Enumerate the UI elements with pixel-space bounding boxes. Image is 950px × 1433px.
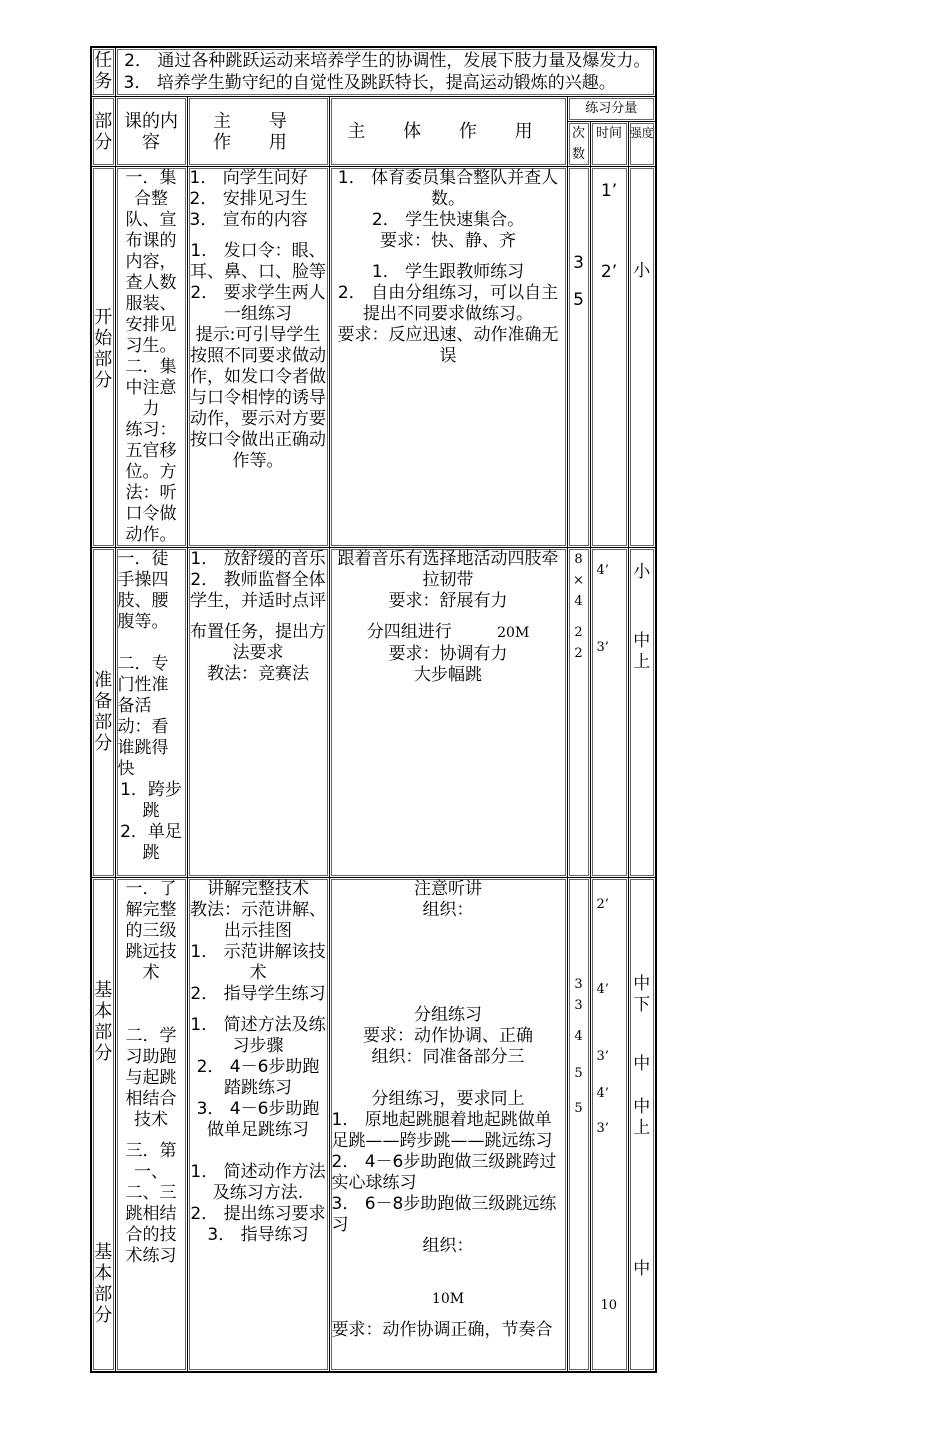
intensity-value: 中 — [633, 1054, 651, 1074]
count-value: 5 — [574, 1101, 583, 1116]
time-value: 2’ — [600, 262, 618, 282]
header-content: 课的内容 — [115, 97, 187, 167]
subject-item: 跟着音乐有选择地活动四肢牵拉韧带 — [337, 549, 559, 590]
section-prepare — [91, 548, 656, 878]
count-value: 2 — [574, 625, 583, 640]
subject-item: 2． 学生快速集合。 — [371, 210, 525, 230]
section-basic — [91, 878, 656, 1372]
section-lead — [187, 548, 329, 878]
intensity-value: 小 — [633, 562, 651, 582]
section-lead — [187, 878, 329, 1372]
subject-item: 组织： — [422, 900, 474, 920]
time-value: 1’ — [600, 181, 618, 201]
lead-item: 1． 简述动作方法及练习方法. — [190, 1162, 326, 1203]
distance-label: 20M — [497, 625, 530, 641]
content-item: 三．第一、二、三跳相结合的技术练习 — [125, 1141, 177, 1266]
content-item: 一．集合整队、宣布课的内容，查人数服装、安排见习生。 — [125, 168, 177, 356]
lead-item: 提示:可引导学生按照不同要求做动作，如发口令者做与口令相悖的诱导动作，要示对方要按口令做出正确动作等。 — [190, 325, 326, 471]
spacer — [593, 202, 626, 262]
subject-item: 分组练习 — [414, 1005, 482, 1025]
spacer — [568, 1084, 590, 1098]
subject-item: 要求：反应迅速、动作准确无误 — [337, 325, 559, 366]
spacer — [597, 1104, 626, 1118]
spacer — [597, 1000, 626, 1046]
section-time — [590, 548, 628, 878]
section-part-label-group — [91, 878, 115, 1372]
count-value: 8×4 — [573, 552, 584, 609]
subject-item: 3． 6－8步助跑做三级跳远练习 — [331, 1194, 557, 1235]
lead-item: 3． 4－6步助跑做单足跳练习 — [196, 1099, 320, 1140]
time-value: 4’ — [596, 982, 609, 997]
subject-item: 要求：协调有力 — [388, 644, 508, 664]
count-value: 5 — [573, 290, 584, 310]
task-row — [91, 47, 656, 97]
task-line-2: 2． 通过各种跳跃运动来培养学生的协调性，发展下肢力量及爆发力。 — [124, 51, 651, 71]
spacer — [332, 1257, 565, 1289]
task-label: 任务 — [91, 47, 115, 97]
spacer — [94, 1064, 113, 1242]
lesson-plan-table — [90, 46, 657, 1373]
section-intensity — [628, 167, 656, 548]
subject-item: 要求：舒展有力 — [388, 591, 508, 611]
spacer — [631, 1075, 654, 1097]
content-item: 二．集中注意力 — [125, 357, 177, 419]
subject-item: 大步幅跳 — [414, 665, 482, 685]
section-part-label: 基本部分 — [94, 980, 113, 1064]
section-part-label: 准备部分 — [91, 548, 115, 878]
spacer — [631, 583, 654, 631]
section-lead — [187, 167, 329, 548]
lead-item: 1． 示范讲解该技术 — [190, 942, 326, 983]
spacer — [332, 1068, 565, 1089]
section-part-label: 开始部分 — [91, 167, 115, 548]
header-time: 时间 — [590, 122, 628, 167]
header-count: 次数 — [567, 122, 590, 167]
section-intensity — [628, 878, 656, 1372]
subject-item: 2． 自由分组练习，可以自主提出不同要求做练习。 — [337, 283, 559, 324]
subject-item: 1． 学生跟教师练习 — [371, 262, 525, 282]
lead-item: 1． 放舒缓的音乐 — [190, 549, 326, 569]
section-subject — [329, 548, 567, 878]
header-part: 部分 — [91, 97, 115, 167]
intensity-value: 中上 — [633, 1097, 651, 1138]
section-subject — [329, 878, 567, 1372]
lead-item: 1． 向学生问好 — [189, 168, 308, 188]
spacer — [332, 252, 565, 262]
section-count — [567, 548, 590, 878]
spacer — [631, 1139, 654, 1259]
time-value: 3’ — [596, 1049, 609, 1064]
count-value: 4 — [574, 1029, 583, 1044]
spacer — [190, 1005, 327, 1015]
spacer — [597, 1067, 626, 1083]
lead-item: 教法：竞赛法 — [207, 664, 309, 684]
spacer — [568, 612, 590, 622]
subject-item: 2． 4－6步助跑做三级跳跨过实心球练习 — [331, 1152, 557, 1193]
spacer — [118, 1131, 185, 1141]
spacer — [593, 581, 626, 637]
count-value: 2 — [574, 646, 583, 661]
header-lead: 主 导 作 用 — [187, 97, 329, 167]
time-value: 3’ — [596, 1121, 609, 1136]
spacer — [118, 984, 185, 1026]
lead-item: 3． 宣布的内容 — [189, 210, 308, 230]
subject-item: 分四组进行 — [366, 622, 452, 642]
spacer — [118, 633, 185, 654]
subject-group-line — [332, 622, 565, 644]
lead-item: 教法：示范讲解、出示挂图 — [190, 900, 326, 941]
subject-item: 组织： — [422, 1236, 474, 1256]
lead-item: 布置任务，提出方法要求 — [190, 622, 326, 663]
time-value: 10 — [600, 1298, 618, 1313]
spacer — [597, 1139, 626, 1295]
section-start — [91, 167, 656, 548]
lead-item: 2． 教师监督全体学生，并适时点评 — [190, 570, 326, 611]
count-value: 3 — [574, 998, 583, 1013]
subject-item: 要求：快、静、齐 — [380, 231, 516, 251]
section-intensity — [628, 548, 656, 878]
spacer — [597, 915, 626, 979]
lead-item: 2． 提出练习要求 — [190, 1204, 326, 1224]
subject-item: 组织：同准备部分三 — [371, 1047, 525, 1067]
header-subject: 主 体 作 用 — [329, 97, 567, 167]
lead-item: 2． 安排见习生 — [189, 189, 308, 209]
count-value: 5 — [574, 1066, 583, 1081]
subject-item: 要求：动作协调正确，节奏合 — [331, 1320, 553, 1340]
count-value: 3 — [573, 253, 584, 273]
subject-item: 注意听讲 — [414, 879, 482, 899]
content-item: 2．单足跳 — [120, 822, 182, 863]
content-item: 一．了解完整的三级跳远技术 — [125, 879, 177, 983]
header-practice: 练习分量 — [567, 97, 656, 122]
lead-item: 2． 指导学生练习 — [190, 984, 326, 1004]
spacer — [190, 1141, 327, 1162]
content-item: 二．专门性准备活动：看谁跳得快 — [117, 654, 169, 779]
subject-item: 要求：动作协调、正确 — [363, 1026, 533, 1046]
subject-item: 分组练习，要求同上 — [371, 1089, 525, 1109]
lead-item: 3． 指导练习 — [207, 1225, 309, 1245]
subject-item: 1． 体育委员集合整队并查人数。 — [337, 168, 559, 209]
header-intensity: 强度 — [628, 122, 656, 167]
section-content — [115, 548, 187, 878]
spacer — [631, 1016, 654, 1054]
section-time — [590, 167, 628, 548]
intensity-value: 中 — [633, 1259, 651, 1279]
spacer — [568, 1047, 590, 1063]
count-value: 3 — [574, 977, 583, 992]
intensity-value: 小 — [633, 261, 651, 281]
spacer — [332, 612, 565, 622]
task-content — [115, 47, 656, 97]
lead-item: 1． 简述方法及练习步骤 — [190, 1015, 326, 1056]
lead-item: 2． 要求学生两人一组练习 — [190, 283, 326, 324]
section-time — [590, 878, 628, 1372]
content-item: 1．跨步跳 — [120, 780, 182, 821]
spacer — [190, 231, 327, 241]
content-item: 二．学习助跑与起跳相结合技术 — [125, 1026, 177, 1130]
time-value: 4’ — [596, 1086, 609, 1101]
distance-label: 10M — [431, 1291, 465, 1307]
intensity-value: 中下 — [633, 974, 651, 1015]
time-value: 4’ — [596, 563, 609, 578]
time-value: 2’ — [596, 897, 609, 912]
content-item: 一．徒手操四肢、腰腹等。 — [117, 549, 169, 632]
lead-item: 2． 4－6步助跑踏跳练习 — [196, 1057, 320, 1098]
spacer — [568, 1016, 590, 1026]
lead-item: 1． 发口令：眼、耳、鼻、口、脸等 — [190, 241, 326, 282]
section-subject — [329, 167, 567, 548]
spacer — [190, 612, 327, 622]
spacer — [332, 1310, 565, 1320]
section-count — [567, 167, 590, 548]
lead-item: 讲解完整技术 — [207, 879, 309, 899]
intensity-value: 中上 — [633, 631, 651, 672]
content-item: 练习：五官移位。方法：听口令做动作。 — [125, 420, 177, 545]
section-part-label-repeat: 基本部分 — [94, 1242, 113, 1326]
task-line-3: 3． 培养学生勤守纪的自觉性及跳跃特长，提高运动锻炼的兴趣。 — [123, 73, 616, 93]
section-count — [567, 878, 590, 1372]
section-content — [115, 878, 187, 1372]
subject-item: 1． 原地起跳腿着地起跳做单足跳——跨步跳——跳远练习 — [331, 1110, 553, 1151]
time-value: 3’ — [596, 640, 609, 655]
section-content — [115, 167, 187, 548]
spacer — [332, 921, 565, 1005]
header-row — [91, 97, 656, 122]
